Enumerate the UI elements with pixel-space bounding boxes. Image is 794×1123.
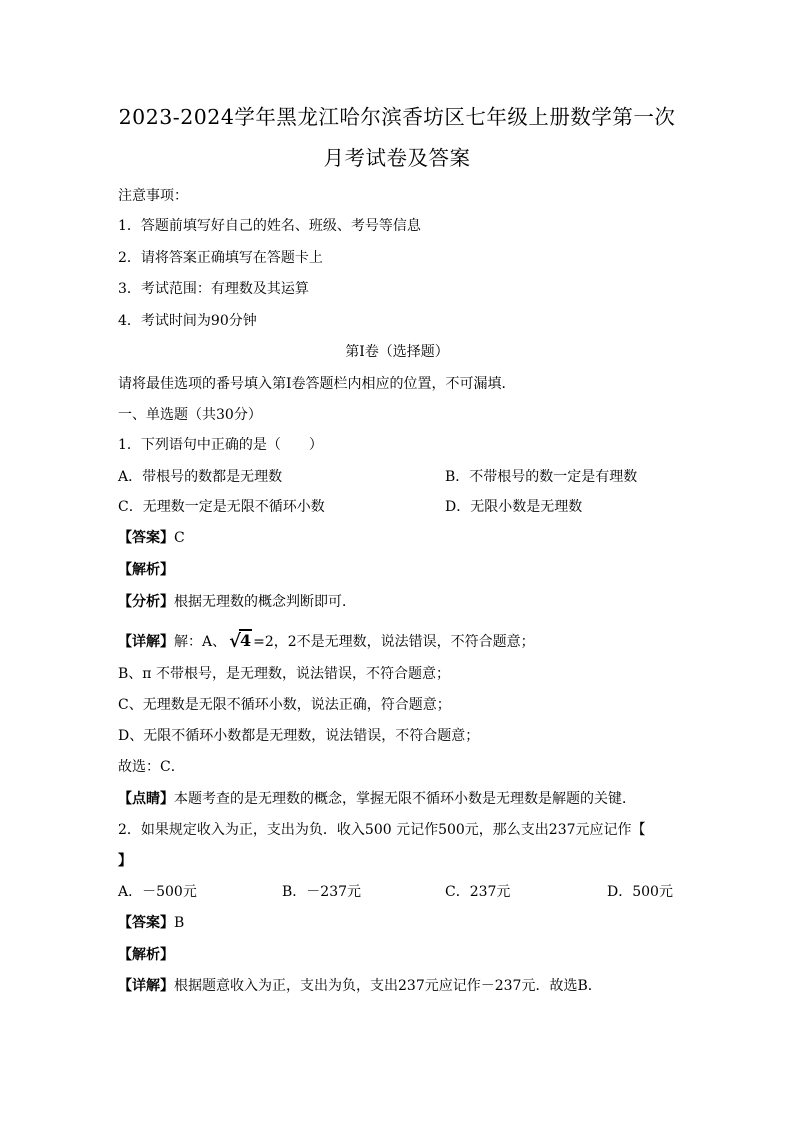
radical-sign-icon: √	[229, 631, 241, 652]
answer-tag: 【答案】	[118, 915, 174, 931]
answer-value: C	[174, 530, 185, 546]
comment-tag: 【点睛】	[118, 791, 174, 807]
question-1-stem: 1．下列语句中正确的是（ ）	[118, 437, 323, 453]
detail-suffix: =2，2不是无理数，说法错误，不符合题意；	[253, 634, 535, 650]
section-instruction: 请将最佳选项的番号填入第I卷答题栏内相应的位置，不可漏填．	[118, 376, 516, 392]
section-title: 第I卷（选择题）	[345, 344, 449, 360]
question-1-fenxi	[118, 592, 356, 612]
question-2-option-d: D．500元	[607, 884, 673, 900]
fenxi-tag: 【分析】	[118, 594, 174, 610]
answer-value: B	[174, 915, 185, 931]
question-2-analysis-tag: 【解析】	[118, 947, 174, 963]
detail-prefix: 解：A、	[174, 634, 227, 650]
square-root-expression	[229, 631, 252, 652]
question-1-answer	[118, 528, 185, 548]
detail-text: 根据题意收入为正，支出为负，支出237元应记作－237元．故选B．	[174, 978, 602, 994]
question-1-option-b: B．不带根号的数一定是有理数	[445, 469, 638, 485]
part-heading: 一、单选题（共30分）	[118, 407, 262, 423]
detail-tag: 【详解】	[118, 634, 174, 650]
question-1-conclusion: 故选：C．	[118, 759, 185, 775]
notice-item: 1．答题前填写好自己的姓名、班级、考号等信息	[118, 218, 421, 234]
notice-item: 2．请将答案正确填写在答题卡上	[118, 250, 323, 266]
radicand: 4	[239, 631, 252, 650]
question-2-detail	[118, 976, 602, 996]
question-2-option-c: C．237元	[445, 884, 511, 900]
question-1-detail	[118, 631, 535, 652]
question-1-detail-c: C、无理数是无限不循环小数，说法正确，符合题意；	[118, 697, 451, 713]
notice-heading: 注意事项：	[118, 188, 188, 204]
question-1-analysis-tag: 【解析】	[118, 562, 174, 578]
question-1-option-d: D．无限小数是无理数	[445, 499, 583, 515]
document-title-line-2: 月考试卷及答案	[323, 146, 471, 170]
question-2-answer	[118, 913, 184, 933]
question-2-option-a: A．－500元	[118, 884, 197, 900]
question-1-detail-d: D、无限不循环小数都是无理数，说法错误，不符合题意；	[118, 728, 480, 744]
question-2-stem: 2．如果规定收入为正，支出为负．收入500 元记作500元，那么支出237元应记作【	[118, 822, 646, 838]
notice-item: 4．考试时间为90分钟	[118, 313, 257, 329]
document-title-line-1: 2023-2024学年黑龙江哈尔滨香坊区七年级上册数学第一次	[118, 105, 676, 129]
comment-text: 本题考查的是无理数的概念，掌握无限不循环小数是无理数是解题的关键．	[174, 791, 636, 807]
question-1-option-a: A．带根号的数都是无理数	[118, 469, 283, 485]
detail-tag: 【详解】	[118, 978, 174, 994]
question-1-comment	[118, 789, 636, 809]
answer-tag: 【答案】	[118, 530, 174, 546]
question-1-detail-b: B、π 不带根号，是无理数，说法错误，不符合题意；	[118, 666, 450, 682]
notice-item: 3．考试范围：有理数及其运算	[118, 281, 309, 297]
question-2-option-b: B．－237元	[282, 884, 362, 900]
question-2-stem-end: 】	[118, 853, 132, 869]
fenxi-text: 根据无理数的概念判断即可．	[174, 594, 356, 610]
question-1-option-c: C．无理数一定是无限不循环小数	[118, 499, 325, 515]
